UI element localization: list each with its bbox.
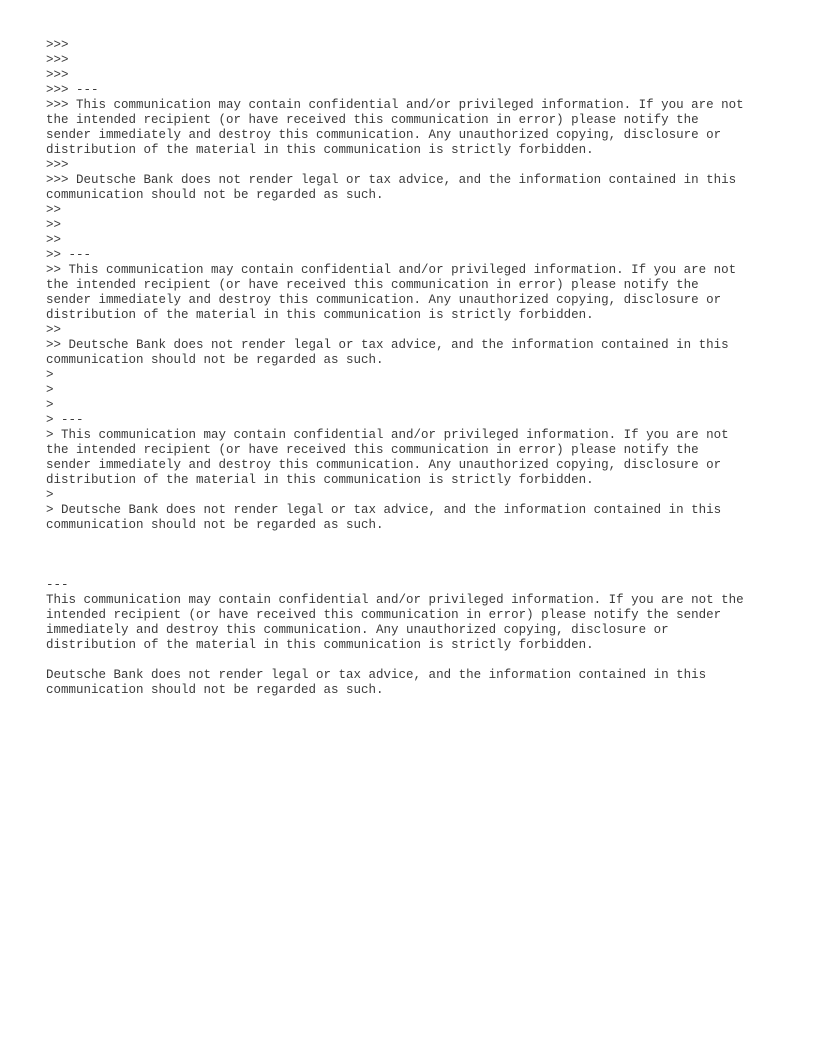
disclaimer-line: sender immediately and destroy this communication. Any unauthorized copying, disclosure or — [46, 293, 722, 307]
disclaimer-line: distribution of the material in this communication is strictly forbidden. — [46, 638, 594, 652]
blank-line — [46, 533, 806, 548]
disclaimer-line: sender immediately and destroy this communication. Any unauthorized copying, disclosure or — [46, 458, 722, 472]
disclaimer-line: >>> Deutsche Bank does not render legal or tax advice, and the information contained in this — [46, 173, 737, 187]
quoted-line: > — [46, 488, 54, 502]
separator-line: >>> --- — [46, 83, 99, 97]
disclaimer-line: > Deutsche Bank does not render legal or tax advice, and the information contained in this — [46, 503, 722, 517]
quoted-line: >>> — [46, 68, 69, 82]
quoted-line: >>> — [46, 158, 69, 172]
disclaimer-line: >>> This communication may contain confidential and/or privileged information. If you are not — [46, 98, 744, 112]
disclaimer-line: communication should not be regarded as such. — [46, 188, 384, 202]
separator-line: > --- — [46, 413, 84, 427]
disclaimer-line: Deutsche Bank does not render legal or tax advice, and the information contained in this — [46, 668, 707, 682]
email-body — [46, 38, 806, 698]
blank-line — [46, 548, 806, 563]
quoted-line: > — [46, 398, 54, 412]
separator-line: --- — [46, 578, 69, 592]
disclaimer-line: >> Deutsche Bank does not render legal or tax advice, and the information contained in this — [46, 338, 729, 352]
quoted-line: > — [46, 383, 54, 397]
disclaimer-line: sender immediately and destroy this communication. Any unauthorized copying, disclosure or — [46, 128, 722, 142]
quoted-line: > — [46, 368, 54, 382]
disclaimer-line: distribution of the material in this communication is strictly forbidden. — [46, 473, 594, 487]
quoted-line: >> — [46, 218, 62, 232]
quoted-line: >>> — [46, 38, 69, 52]
blank-line — [46, 563, 806, 578]
disclaimer-line: distribution of the material in this communication is strictly forbidden. — [46, 143, 594, 157]
disclaimer-line: the intended recipient (or have received this communication in error) please notify the — [46, 443, 699, 457]
disclaimer-line: distribution of the material in this communication is strictly forbidden. — [46, 308, 594, 322]
quoted-line: >> — [46, 233, 62, 247]
separator-line: >> --- — [46, 248, 92, 262]
disclaimer-line: the intended recipient (or have received this communication in error) please notify the — [46, 278, 699, 292]
disclaimer-line: intended recipient (or have received this communication in error) please notify the sender — [46, 608, 722, 622]
disclaimer-line: communication should not be regarded as such. — [46, 518, 384, 532]
blank-line — [46, 653, 806, 668]
quoted-line: >>> — [46, 53, 69, 67]
disclaimer-line: This communication may contain confidential and/or privileged information. If you are not the — [46, 593, 744, 607]
disclaimer-line: the intended recipient (or have received this communication in error) please notify the — [46, 113, 699, 127]
quoted-line: >> — [46, 323, 62, 337]
disclaimer-line: communication should not be regarded as such. — [46, 353, 384, 367]
disclaimer-line: immediately and destroy this communication. Any unauthorized copying, disclosure or — [46, 623, 669, 637]
disclaimer-line: >> This communication may contain confidential and/or privileged information. If you are not — [46, 263, 737, 277]
quoted-line: >> — [46, 203, 62, 217]
disclaimer-line: communication should not be regarded as such. — [46, 683, 384, 697]
disclaimer-line: > This communication may contain confidential and/or privileged information. If you are not — [46, 428, 729, 442]
